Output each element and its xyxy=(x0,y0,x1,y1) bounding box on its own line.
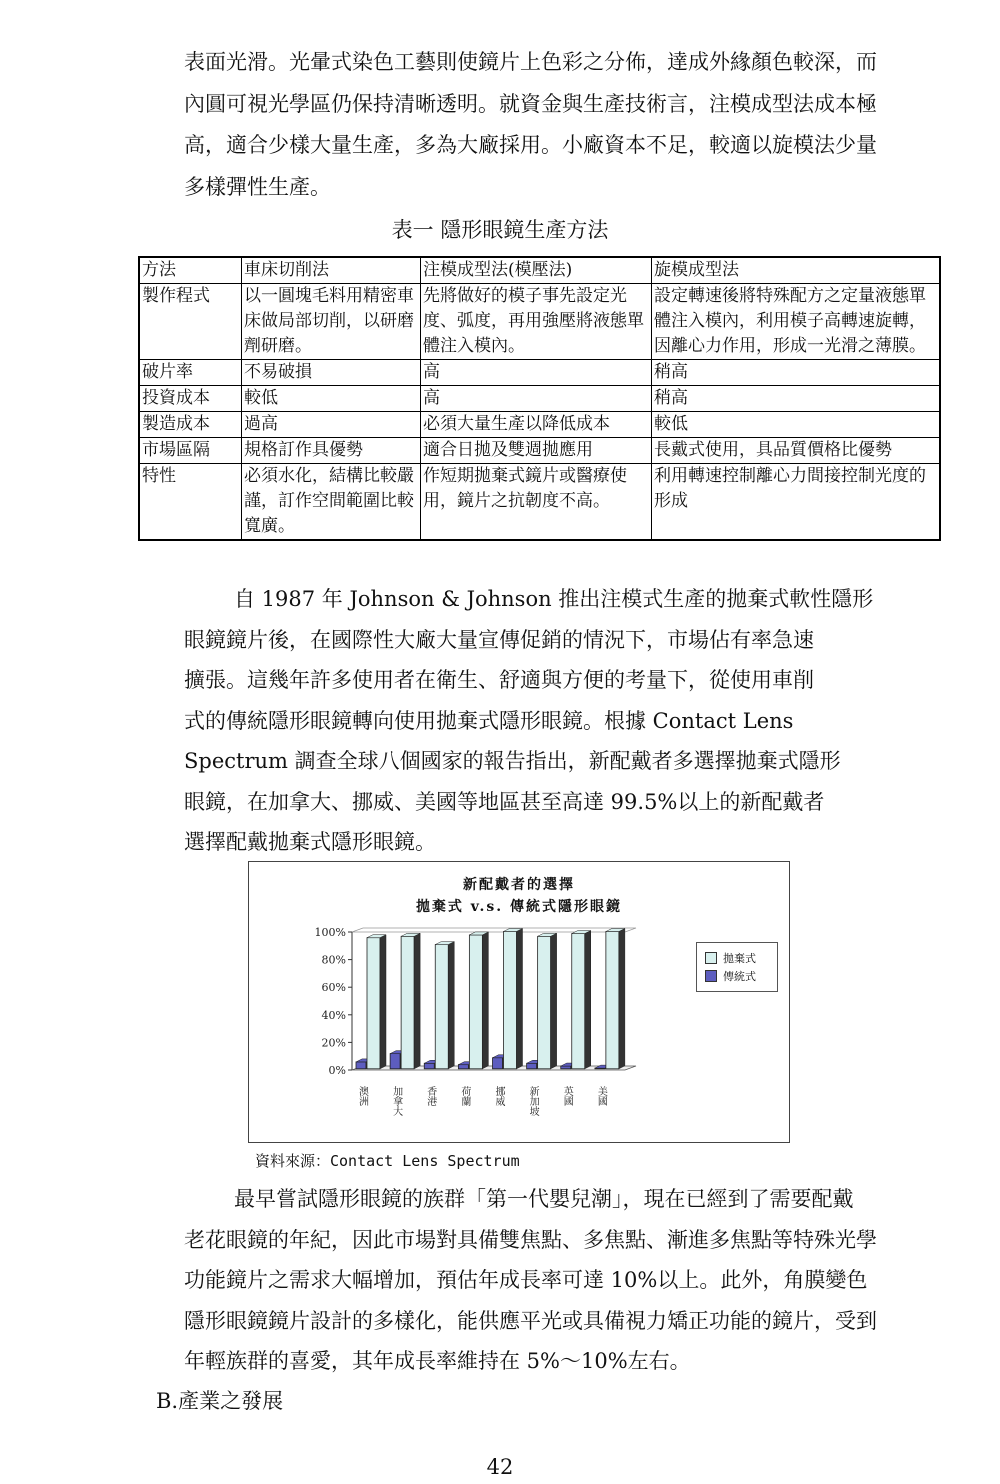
chart-bar xyxy=(390,1054,400,1069)
text-line: 年輕族群的喜愛，其年成長率維持在 5%～10%左右。 xyxy=(184,1349,691,1373)
section-heading: B.產業之發展 xyxy=(156,1389,284,1413)
text-line: 自 1987 年 Johnson & Johnson 推出注模式生產的拋棄式軟性隱形 xyxy=(234,587,874,611)
legend-label: 拋棄式 xyxy=(723,952,756,965)
text-line: 表面光滑。光暈式染色工藝則使鏡片上色彩之分佈，達成外緣顏色較深，而 xyxy=(184,50,877,74)
production-methods-table xyxy=(138,256,941,541)
chart-bar xyxy=(469,935,482,1069)
bar-chart xyxy=(248,861,790,1143)
table-row xyxy=(139,284,940,360)
table-cell: 稍高 xyxy=(652,360,941,386)
table-cell: 適合日拋及雙週拋應用 xyxy=(421,438,652,464)
chart-title: 新配戴者的選擇 xyxy=(463,877,575,893)
chart-bar-side xyxy=(551,933,557,1068)
table-row xyxy=(139,464,940,541)
chart-bar-side xyxy=(414,933,420,1068)
table-cell: 高 xyxy=(421,360,652,386)
x-tick-label: 加拿大 xyxy=(390,1086,402,1116)
table-cell: 注模成型法(模壓法) xyxy=(421,257,652,284)
table-cell: 過高 xyxy=(242,412,421,438)
text-line: 擴張。這幾年許多使用者在衛生、舒適與方便的考量下，從使用車削 xyxy=(184,668,814,692)
chart-bar xyxy=(606,931,619,1068)
chart-back-frame xyxy=(352,928,636,932)
text-line: 最早嘗試隱形眼鏡的族群「第一代嬰兒潮」，現在已經到了需要配戴 xyxy=(234,1187,854,1211)
chart-bar xyxy=(538,936,551,1068)
legend-swatch-disposable xyxy=(705,952,717,964)
table-cell: 規格訂作具優勢 xyxy=(242,438,421,464)
text-line: 功能鏡片之需求大幅增加，預估年成長率可達 10%以上。此外，角膜變色 xyxy=(184,1268,868,1292)
chart-bar-side xyxy=(482,932,488,1069)
paragraph-trend xyxy=(184,1179,940,1382)
text-line: 眼鏡鏡片後，在國際性大廠大量宣傳促銷的情況下，市場佔有率急速 xyxy=(184,627,814,652)
table-row xyxy=(139,438,940,464)
table-cell: 製造成本 xyxy=(139,412,242,438)
chart-bar xyxy=(493,1058,503,1069)
chart-subtitle: 拋棄式 v.s. 傳統式隱形眼鏡 xyxy=(415,899,623,915)
text-line: 式的傳統隱形眼鏡轉向使用拋棄式隱形眼鏡。根據 Contact Lens xyxy=(184,708,794,733)
table-cell: 旋模成型法 xyxy=(652,257,941,284)
y-tick-label: 0% xyxy=(328,1064,346,1077)
chart-bar xyxy=(424,1063,434,1069)
table-cell: 破片率 xyxy=(139,360,242,386)
x-tick-label: 美國 xyxy=(595,1086,607,1106)
table-cell: 必須水化，結構比較嚴謹，訂作空間範圍比較寬廣。 xyxy=(242,464,421,541)
table-cell: 投資成本 xyxy=(139,386,242,412)
text-line: 多樣彈性生產。 xyxy=(184,174,331,199)
chart-bar xyxy=(572,934,585,1069)
x-tick-label: 澳洲 xyxy=(356,1086,368,1106)
text-line: Spectrum 調查全球八個國家的報告指出，新配戴者多選擇拋棄式隱形 xyxy=(184,749,841,773)
x-tick-label: 新加坡 xyxy=(527,1086,539,1116)
table-cell: 市場區隔 xyxy=(139,438,242,464)
table-row xyxy=(139,412,940,438)
legend-item xyxy=(705,968,756,984)
chart-bar xyxy=(504,931,517,1068)
text-line: 眼鏡，在加拿大、挪威、美國等地區甚至高達 99.5%以上的新配戴者 xyxy=(184,789,825,814)
legend-label: 傳統式 xyxy=(723,970,756,983)
table-title: 表一 隱形眼鏡生產方法 xyxy=(391,218,609,242)
chart-bar xyxy=(458,1065,468,1069)
chart-source-note: 資料來源：Contact Lens Spectrum xyxy=(255,1152,520,1170)
text-line: 選擇配戴拋棄式隱形眼鏡。 xyxy=(184,830,436,854)
legend-swatch-traditional xyxy=(705,970,717,982)
x-tick-label: 英國 xyxy=(561,1086,573,1106)
table-cell: 較低 xyxy=(652,412,941,438)
table-cell: 製作程式 xyxy=(139,284,242,360)
chart-bar-side xyxy=(619,928,625,1068)
table-cell: 較低 xyxy=(242,386,421,412)
table-cell: 高 xyxy=(421,386,652,412)
table-cell: 利用轉速控制離心力間接控制光度的形成 xyxy=(652,464,941,541)
x-tick-label: 香港 xyxy=(424,1086,436,1106)
page-number: 42 xyxy=(486,1455,514,1479)
chart-bar xyxy=(435,945,448,1069)
table-cell: 設定轉速後將特殊配方之定量液態單體注入模內，利用模子高轉速旋轉，因離心力作用，形成一光滑之薄膜。 xyxy=(652,284,941,360)
chart-bar-side xyxy=(448,942,454,1069)
chart-plot xyxy=(249,862,789,1142)
table-cell: 車床切削法 xyxy=(242,257,421,284)
chart-bar xyxy=(367,938,380,1069)
chart-bar xyxy=(356,1062,366,1069)
y-tick-label: 40% xyxy=(321,1008,346,1022)
table-cell: 不易破損 xyxy=(242,360,421,386)
chart-legend xyxy=(696,942,778,992)
y-tick-label: 100% xyxy=(314,926,346,939)
text-line: 內圓可視光學區仍保持清晰透明。就資金與生產技術言，注模成型法成本極 xyxy=(184,91,877,116)
y-tick-label: 80% xyxy=(321,953,346,967)
text-line: 老花眼鏡的年紀，因此市場對具備雙焦點、多焦點、漸進多焦點等特殊光學 xyxy=(184,1227,877,1252)
table-cell: 以一圓塊毛料用精密車床做局部切削，以研磨劑研磨。 xyxy=(242,284,421,360)
chart-bar-side xyxy=(517,928,523,1068)
table-cell: 稍高 xyxy=(652,386,941,412)
table-cell: 必須大量生產以降低成本 xyxy=(421,412,652,438)
text-line: 高，適合少樣大量生產，多為大廠採用。小廠資本不足，較適以旋模法少量 xyxy=(184,133,877,157)
chart-bar xyxy=(527,1063,537,1069)
paragraph-market xyxy=(184,579,940,863)
chart-bar-side xyxy=(585,931,591,1069)
y-tick-label: 20% xyxy=(321,1036,346,1050)
x-tick-label: 荷蘭 xyxy=(458,1086,470,1106)
chart-bar xyxy=(401,936,414,1068)
paragraph-intro xyxy=(184,42,940,208)
text-line: 隱形眼鏡鏡片設計的多樣化，能供應平光或具備視力矯正功能的鏡片，受到 xyxy=(184,1308,877,1333)
table-cell: 方法 xyxy=(139,257,242,284)
legend-item xyxy=(705,950,756,966)
y-tick-label: 60% xyxy=(321,981,346,995)
table-cell: 先將做好的模子事先設定光度、弧度，再用強壓將液態單體注入模內。 xyxy=(421,284,652,360)
table-row xyxy=(139,386,940,412)
table-cell: 特性 xyxy=(139,464,242,541)
table-row xyxy=(139,257,940,284)
table-cell: 作短期拋棄式鏡片或醫療使用，鏡片之抗韌度不高。 xyxy=(421,464,652,541)
x-tick-label: 挪威 xyxy=(493,1086,504,1106)
chart-bar-side xyxy=(380,935,386,1069)
chart-bar xyxy=(561,1066,571,1069)
table-cell: 長戴式使用，具品質價格比優勢 xyxy=(652,438,941,464)
table-row xyxy=(139,360,940,386)
